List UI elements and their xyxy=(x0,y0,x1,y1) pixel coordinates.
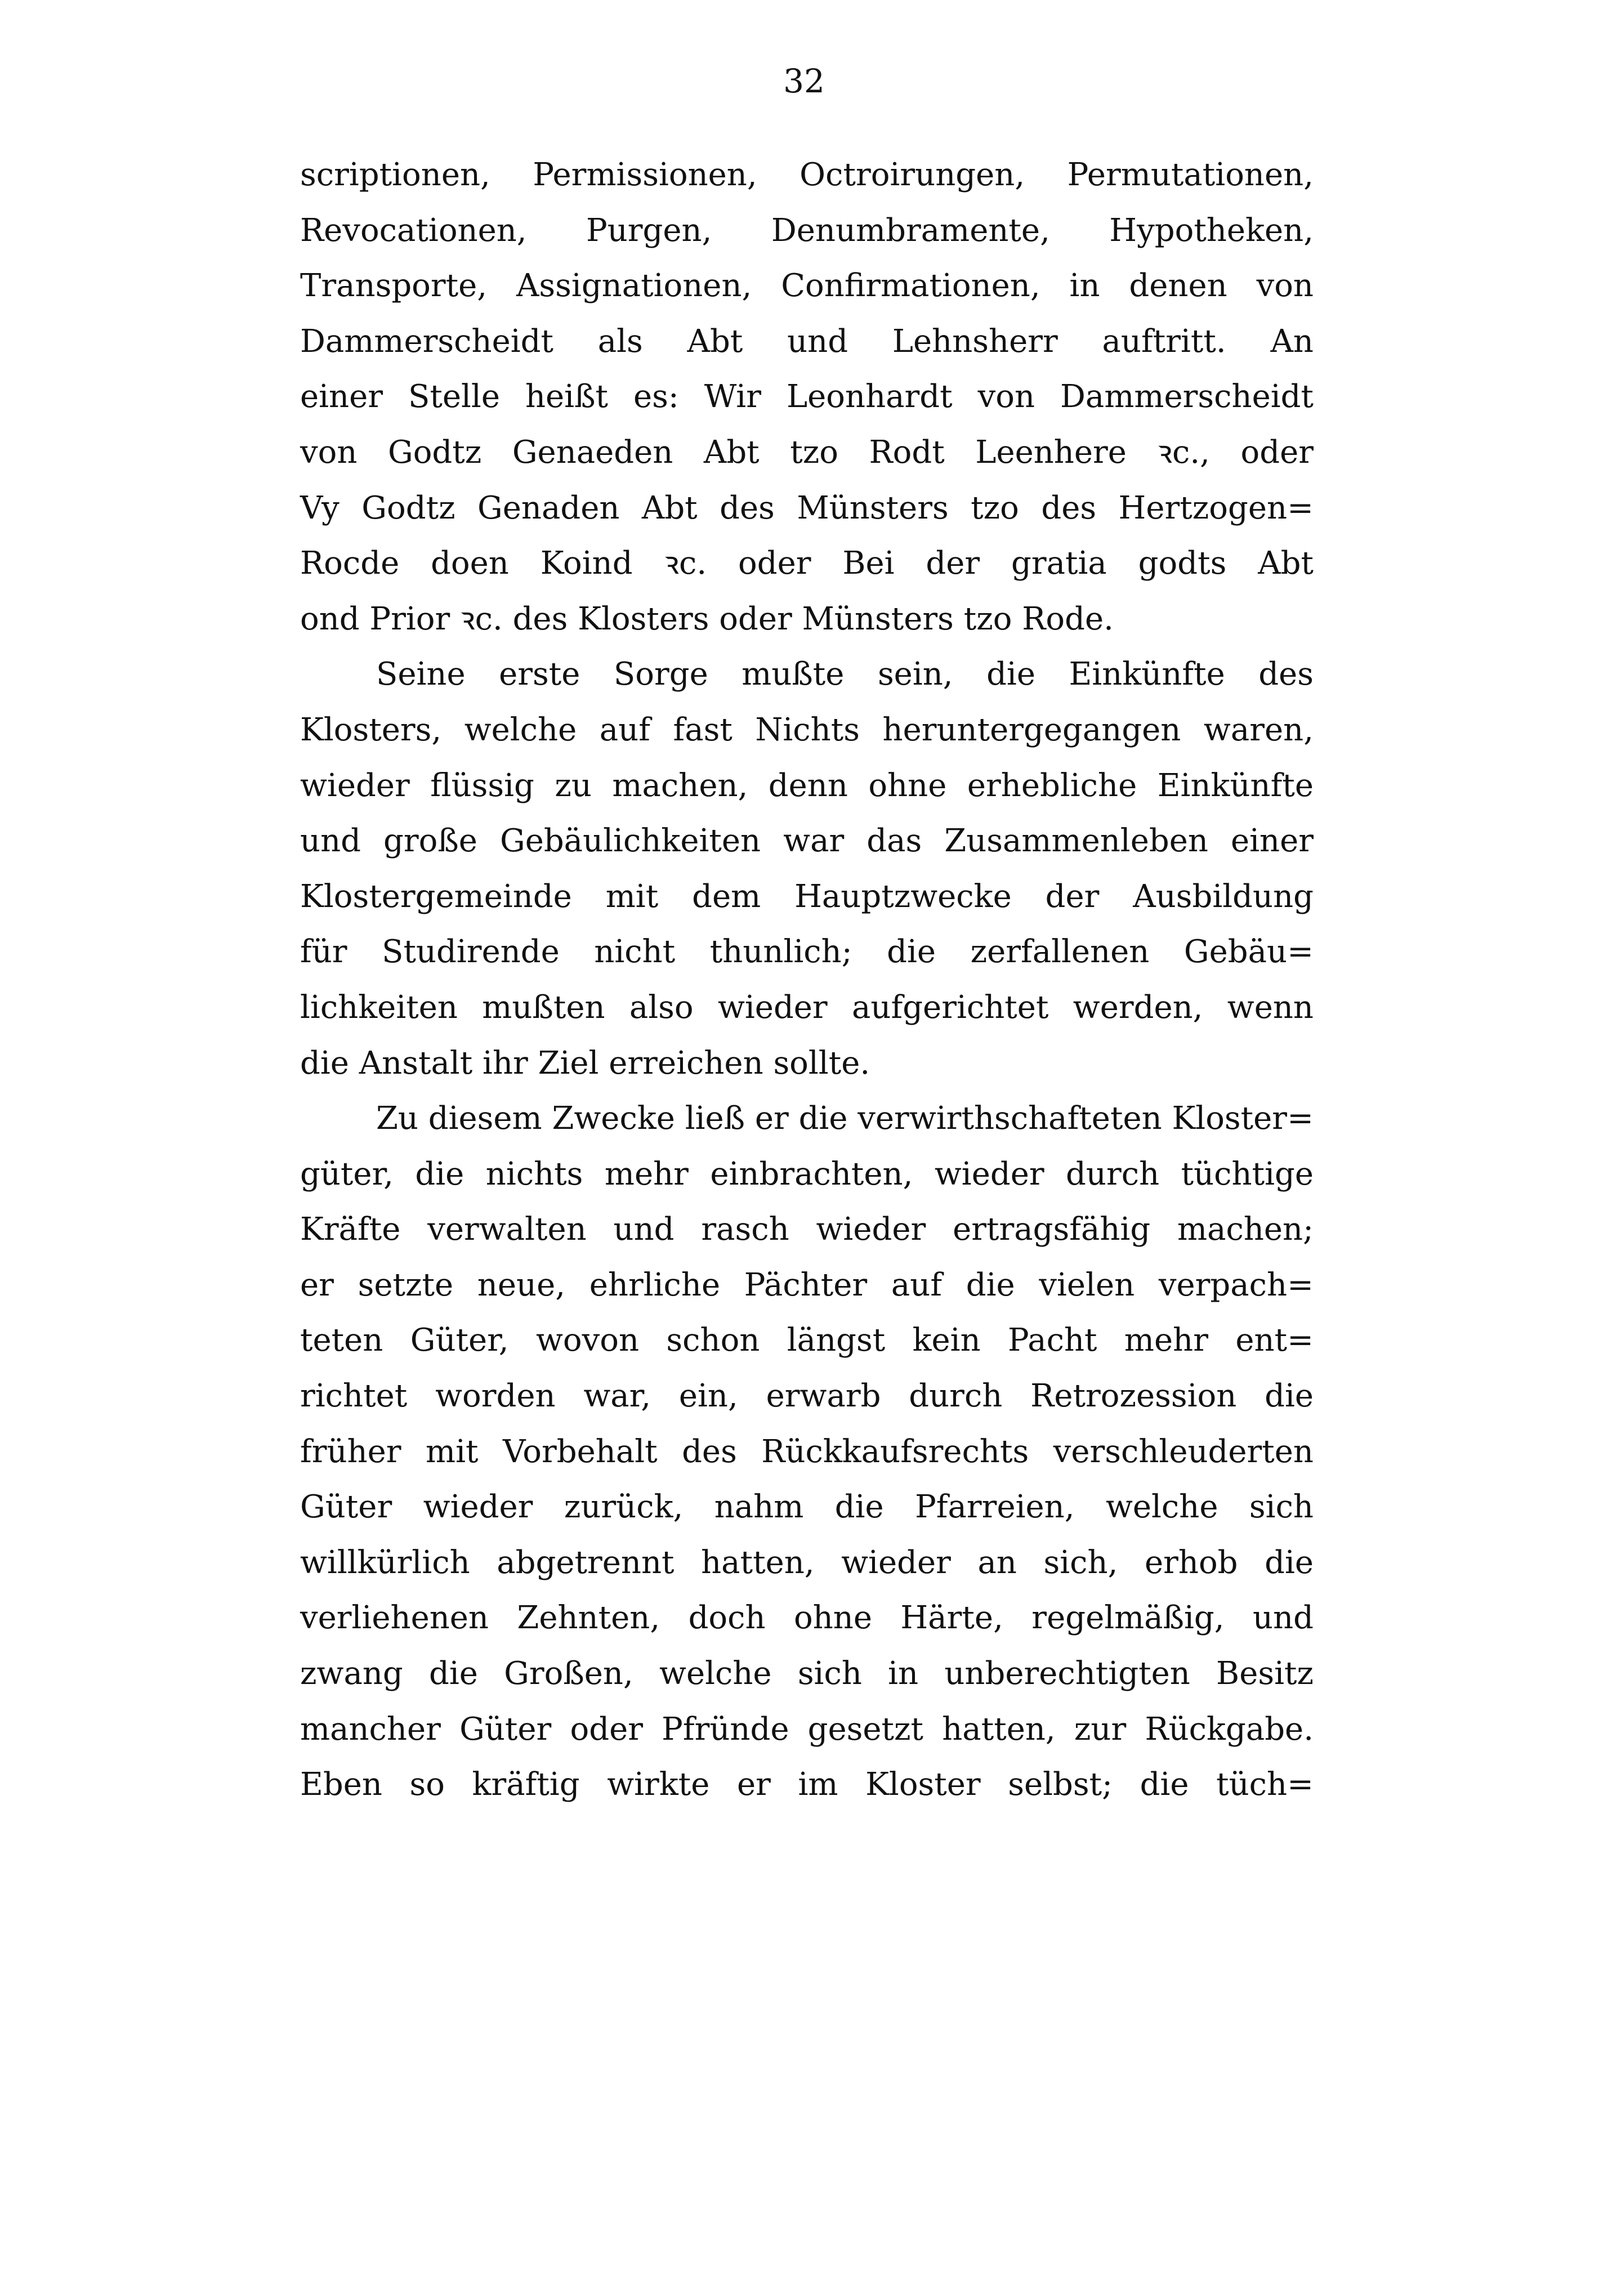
text-line: er setzte neue, ehrliche Pächter auf die vielen verpach= xyxy=(300,1266,1314,1303)
text-line: mancher Güter oder Pfründe gesetzt hatten, zur Rückgabe. xyxy=(300,1710,1314,1748)
text-line: lichkeiten mußten also wieder aufgerichtet werden, wenn xyxy=(300,989,1314,1026)
text-line: zwang die Großen, welche sich in unberechtigten Besitz xyxy=(300,1655,1314,1692)
text-line: scriptionen, Permissionen, Octroirungen, Permutationen, xyxy=(300,157,1314,193)
text-line: Seine erste Sorge mußte sein, die Einkünfte des xyxy=(376,656,1314,693)
text-line: Zu diesem Zwecke ließ er die verwirthschafteten Kloster= xyxy=(376,1100,1314,1137)
text-line: wieder flüssig zu machen, denn ohne erhebliche Einkünfte xyxy=(300,767,1314,804)
text-line: Transporte, Assignationen, Confirmationen, in denen von xyxy=(300,267,1314,305)
page-number: 32 xyxy=(783,62,825,100)
text-line: die Anstalt ihr Ziel erreichen sollte. xyxy=(300,1044,870,1082)
text-line: Eben so kräftig wirkte er im Kloster selbst; die tüch= xyxy=(300,1766,1314,1803)
text-line: verliehenen Zehnten, doch ohne Härte, regelmäßig, und xyxy=(300,1600,1314,1637)
text-line: für Studirende nicht thunlich; die zerfallenen Gebäu= xyxy=(300,933,1314,971)
body-text xyxy=(300,148,1314,1813)
text-line: Güter wieder zurück, nahm die Pfarreien, welche sich xyxy=(300,1489,1314,1526)
text-line: güter, die nichts mehr einbrachten, wieder durch tüchtige xyxy=(300,1155,1314,1192)
text-line: Vy Godtz Genaden Abt des Münsters tzo des Hertzogen= xyxy=(300,489,1314,526)
text-line: früher mit Vorbehalt des Rückkaufsrechts verschleuderten xyxy=(300,1433,1314,1470)
text-line: Klosters, welche auf fast Nichts heruntergegangen waren, xyxy=(300,711,1314,748)
text-line: Dammerscheidt als Abt und Lehnsherr auftritt. An xyxy=(300,323,1314,360)
text-line: teten Güter, wovon schon längst kein Pacht mehr ent= xyxy=(300,1322,1314,1359)
text-line: Rocde doen Koind ꝛc. oder Bei der gratia godts Abt xyxy=(300,545,1314,582)
text-line: richtet worden war, ein, erwarb durch Retrozession die xyxy=(300,1378,1314,1415)
text-line: Revocationen, Purgen, Denumbramente, Hypotheken, xyxy=(300,212,1314,249)
text-line: und große Gebäulichkeiten war das Zusammenleben einer xyxy=(300,823,1314,860)
text-line: Klostergemeinde mit dem Hauptzwecke der Ausbildung xyxy=(300,878,1314,915)
text-line: willkürlich abgetrennt hatten, wieder an sich, erhob die xyxy=(300,1544,1314,1581)
text-line: einer Stelle heißt es: Wir Leonhardt von Dammerscheidt xyxy=(300,378,1314,416)
text-line: ond Prior ꝛc. des Klosters oder Münsters tzo Rode. xyxy=(300,600,1114,637)
text-line: von Godtz Genaeden Abt tzo Rodt Leenhere ꝛc., oder xyxy=(300,434,1314,471)
text-line: Kräfte verwalten und rasch wieder ertragsfähig machen; xyxy=(300,1211,1314,1248)
